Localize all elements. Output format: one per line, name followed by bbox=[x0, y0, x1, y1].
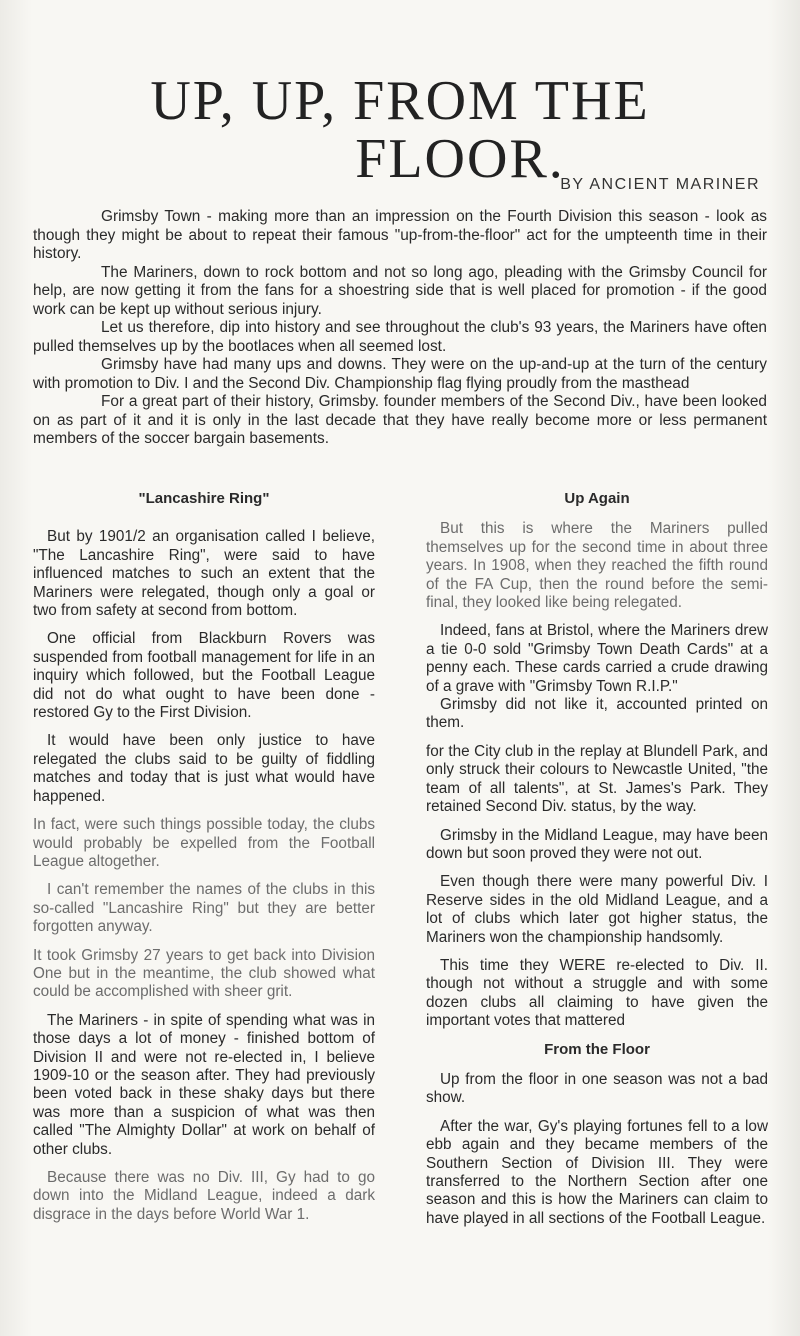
body-paragraph: for the City club in the replay at Blundell Park, and only struck their colours to Newcastle United, "the team of all talents", at St. James's Park. They retained Second Div. status, by the way. bbox=[426, 742, 768, 816]
body-paragraph: It took Grimsby 27 years to get back into Division One but in the meantime, the club showed what could be accomplished with sheer grit. bbox=[33, 946, 375, 1001]
body-paragraph: But this is where the Mariners pulled themselves up for the second time in about three years. In 1908, when they reached the fifth round of the FA Cup, then the round before the semi-final, they looked like being relegated. bbox=[426, 520, 768, 612]
left-column bbox=[33, 490, 375, 1234]
body-paragraph: Grimsby in the Midland League, may have been down but soon proved they were not out. bbox=[426, 826, 768, 862]
body-paragraph: One official from Blackburn Rovers was suspended from football management for life in an inquiry which followed, but the Football League did not do what ought to have been done - restored Gy to the First Division. bbox=[33, 630, 375, 722]
body-paragraph: But by 1901/2 an organisation called I believe, "The Lancashire Ring", were said to have influenced matches to such an extent that the Mariners were relegated, though only a goal or two from safety at second from bottom. bbox=[33, 528, 375, 620]
title-line-1: UP, UP, FROM THE bbox=[150, 70, 650, 132]
body-paragraph: Grimsby did not like it, accounted printed on them. bbox=[426, 696, 768, 732]
article-title bbox=[60, 72, 740, 188]
intro-paragraph: Grimsby Town - making more than an impression on the Fourth Division this season - look as though they might be about to repeat their famous "up-from-the-floor" act for the umpteenth time in their history. bbox=[33, 208, 767, 262]
intro-section bbox=[33, 208, 767, 449]
intro-paragraph: Let us therefore, dip into history and see throughout the club's 93 years, the Mariners have often pulled themselves up by the bootlaces when all seemed lost. bbox=[33, 319, 767, 355]
body-paragraph: I can't remember the names of the clubs in this so-called "Lancashire Ring" but they are better forgotten anyway. bbox=[33, 881, 375, 936]
subheading-from-the-floor: From the Floor bbox=[544, 1040, 650, 1058]
title-line-2: FLOOR. bbox=[355, 128, 565, 190]
intro-paragraph: For a great part of their history, Grimsby. founder members of the Second Div., have been looked on as part of it and it is only in the last decade that they have really become more or less permanent members of the soccer bargain basements. bbox=[33, 393, 767, 447]
intro-paragraph: The Mariners, down to rock bottom and not so long ago, pleading with the Grimsby Council for help, are now getting it from the fans for a shoestring side that is well placed for promotion - if the good work can be kept up without serious injury. bbox=[33, 263, 767, 318]
body-paragraph: This time they WERE re-elected to Div. II. though not without a struggle and with some dozen clubs all claiming to have given the important votes that mattered bbox=[426, 956, 768, 1030]
body-paragraph: Indeed, fans at Bristol, where the Mariners drew a tie 0-0 sold "Grimsby Town Death Cards" at a penny each. These cards carried a crude drawing of a grave with "Grimsby Town R.I.P." bbox=[426, 622, 768, 695]
body-paragraph: It would have been only justice to have relegated the clubs said to be guilty of fiddling matches and today that is just what would have happened. bbox=[33, 732, 375, 805]
body-paragraph: After the war, Gy's playing fortunes fell to a low ebb again and they became members of the Southern Section of Division III. They were transferred to the Northern Section after one season and this is how the Mariners can claim to have played in all sections of the Football League. bbox=[426, 1117, 768, 1227]
body-paragraph: In fact, were such things possible today, the clubs would probably be expelled from the Football League altogether. bbox=[33, 816, 375, 870]
body-paragraph: Because there was no Div. III, Gy had to go down into the Midland League, indeed a dark disgrace in the days before World War 1. bbox=[33, 1169, 375, 1223]
subheading-lancashire-ring: "Lancashire Ring" bbox=[138, 490, 270, 507]
body-paragraph: Even though there were many powerful Div. I Reserve sides in the old Midland League, and a lot of clubs which later got higher status, the Mariners won the championship handsomly. bbox=[426, 873, 768, 946]
subheading-up-again: Up Again bbox=[564, 490, 630, 507]
body-paragraph: Up from the floor in one season was not a bad show. bbox=[426, 1070, 768, 1107]
byline: BY ANCIENT MARINER bbox=[560, 176, 760, 193]
intro-paragraph: Grimsby have had many ups and downs. They were on the up-and-up at the turn of the century with promotion to Div. I and the Second Div. Championship flag flying proudly from the masthead bbox=[33, 356, 767, 392]
right-column bbox=[426, 490, 768, 1238]
body-paragraph: The Mariners - in spite of spending what was in those days a lot of money - finished bottom of Division II and were not re-elected in, I believe 1909-10 or the season after. They had previously been voted back in these shaky days but there was more than a suspicion of what was then called "The Almighty Dollar" at work on behalf of other clubs. bbox=[33, 1011, 375, 1158]
